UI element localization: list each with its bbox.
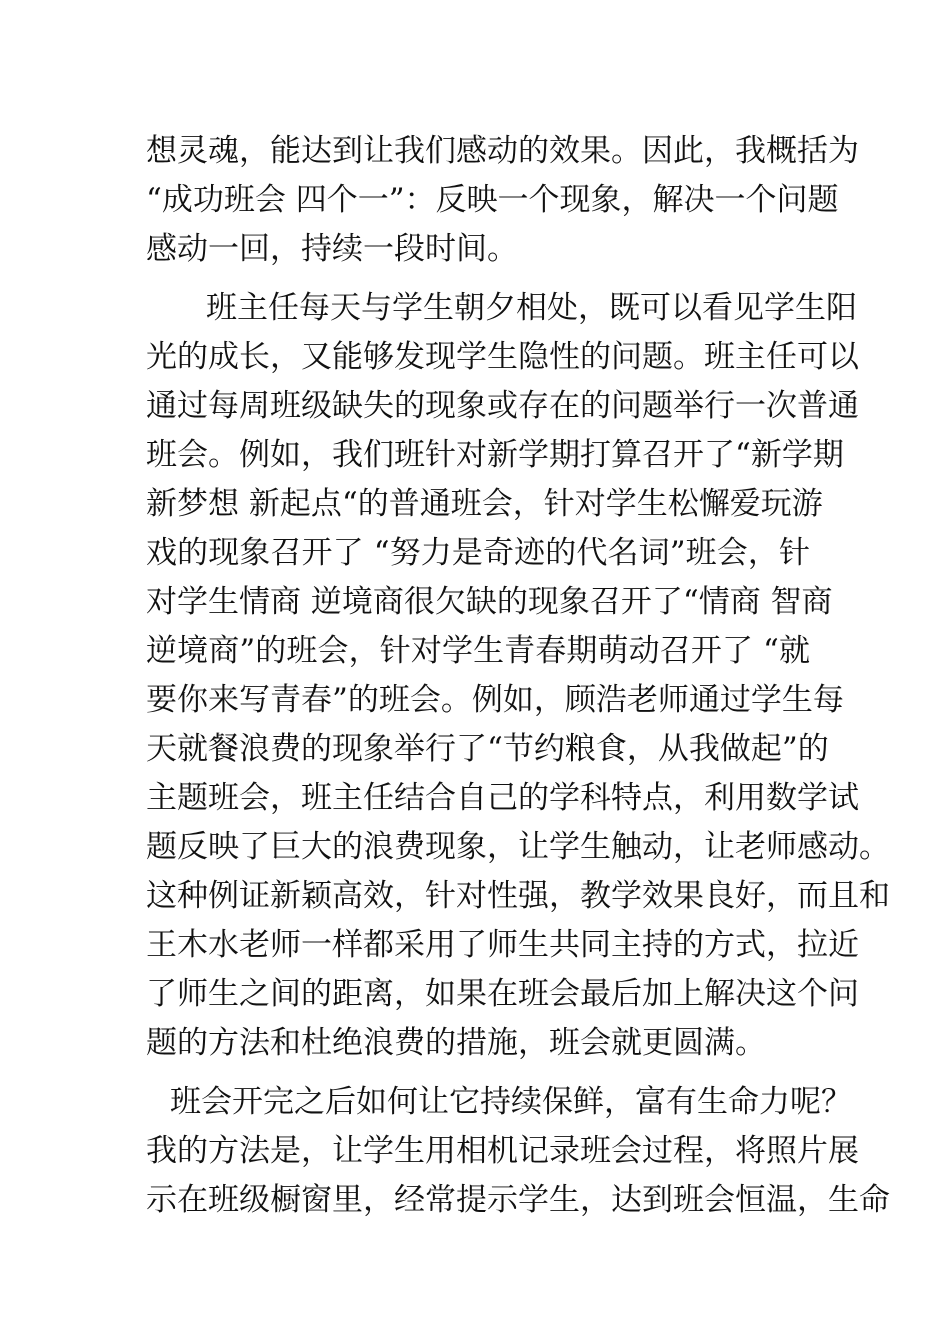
paragraph-2 (146, 284, 890, 1068)
text-line: 班主任每天与学生朝夕相处，既可以看见学生阳 (206, 290, 857, 326)
text-line: 主题班会，班主任结合自己的学科特点，利用数学试 (146, 780, 859, 816)
text-line: “成功班会 四个一”：反映一个现象，解决一个问题 (146, 182, 839, 218)
text-line: 了师生之间的距离，如果在班会最后加上解决这个问 (146, 976, 859, 1012)
text-line: 题反映了巨大的浪费现象，让学生触动，让老师感动。 (146, 829, 890, 865)
paragraph-3 (146, 1078, 890, 1225)
text-line: 这种例证新颖高效，针对性强，教学效果良好，而且和 (146, 878, 890, 914)
text-line: 戏的现象召开了 “努力是奇迹的代名词”班会，针 (146, 535, 810, 571)
text-line: 新梦想 新起点“的普通班会，针对学生松懈爱玩游 (146, 486, 823, 522)
text-line: 班会。例如，我们班针对新学期打算召开了“新学期 (146, 437, 844, 473)
paragraph-1 (146, 127, 859, 274)
paragraph-gap (146, 1068, 810, 1078)
text-line: 感动一回，持续一段时间。 (146, 231, 518, 267)
paragraph-gap (146, 274, 810, 284)
text-line: 通过每周班级缺失的现象或存在的问题举行一次普通 (146, 388, 859, 424)
document-body (146, 127, 890, 1225)
text-line: 要你来写青春”的班会。例如，顾浩老师通过学生每 (146, 682, 844, 718)
text-line: 王木水老师一样都采用了师生共同主持的方式，拉近 (146, 927, 859, 963)
text-line: 逆境商”的班会，针对学生青春期萌动召开了 “就 (146, 633, 810, 669)
text-line: 题的方法和杜绝浪费的措施，班会就更圆满。 (146, 1025, 766, 1061)
text-line: 天就餐浪费的现象举行了“节约粮食，从我做起”的 (146, 731, 829, 767)
text-line: 想灵魂，能达到让我们感动的效果。因此，我概括为 (146, 133, 859, 169)
text-line: 对学生情商 逆境商很欠缺的现象召开了“情商 智商 (146, 584, 833, 620)
text-line: 班会开完之后如何让它持续保鲜，富有生命力呢？ (170, 1084, 852, 1120)
text-line: 示在班级橱窗里，经常提示学生，达到班会恒温，生命 (146, 1182, 890, 1218)
text-line: 我的方法是，让学生用相机记录班会过程，将照片展 (146, 1133, 859, 1169)
text-line: 光的成长，又能够发现学生隐性的问题。班主任可以 (146, 339, 859, 375)
